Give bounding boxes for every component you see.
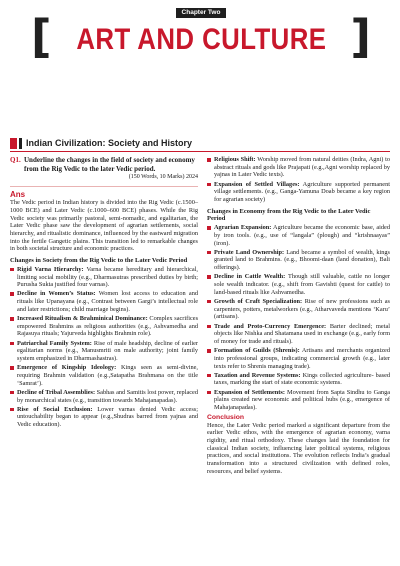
section-divider (10, 151, 390, 152)
list-item-text: Agriculture supported permanent village settlements. (e.g., Ganga-Yamuna Doab became a key region for agrarian society) (214, 180, 390, 204)
list-item-label: Trade and Proto-Currency Emergence: (214, 322, 327, 330)
list-item-text: Kings collected agriculture- based taxes, marking the start of state economic systems. (214, 371, 391, 387)
society-list-continued (207, 156, 390, 204)
list-item (10, 290, 198, 313)
list-item-label: Agrarian Expansion: (214, 224, 272, 232)
list-item-text: Rise of new professions such as carpenters, potters, metalworkers (e.g., Atharvaveda mentions ‘Karu’ (artisans). (214, 297, 391, 321)
list-item (207, 323, 390, 346)
list-item-text: Sabhas and Samitis lost power, replaced by monarchical states (e.g., transition towards Mahajanapadas). (17, 388, 198, 404)
question-block (10, 156, 198, 187)
list-item (207, 273, 390, 296)
list-item-text: Kings seen as semi-divine, requiring Brahmin validation (e.g.,Satapatha Brahmana on the title ‘Samrat’). (17, 364, 198, 387)
list-item-label: Taxation and Revenue Systems: (214, 371, 301, 379)
section-marker-icon (10, 138, 17, 149)
conclusion-text: Hence, the Later Vedic period marked a significant departure from the earlier Vedic ethos, with the emergence of agrarian economy, varna rigidity, and ritual orthodoxy. These changes laid the foundation for classical Indian society, influencing later political systems, religious practices, and social institutions. The evolution reflects India’s gradual transformation into a structured civilization with defined roles, resources, and belief systems. (207, 421, 390, 475)
list-item (10, 315, 198, 338)
section-marker-bar-icon (19, 138, 22, 149)
economy-heading: Changes in Economy from the Rig Vedic to the Later Vedic Period (207, 207, 371, 223)
left-bracket: [ (31, 10, 52, 63)
left-column (10, 156, 198, 430)
list-item-label: Rigid Varna Hierarchy: (17, 265, 84, 273)
list-item-label: Emergence of Kingship Ideology: (17, 364, 117, 372)
list-item (207, 156, 390, 179)
economy-list (207, 224, 390, 412)
list-item (207, 372, 390, 387)
list-item-text: Rise of male headship, decline of earlier egalitarian norms (e.g., Manusmriti on male authority; joint family system emphasized in Dharmashastras). (17, 339, 198, 363)
list-item (10, 389, 198, 404)
list-item (207, 347, 390, 370)
conclusion-heading: Conclusion (207, 413, 245, 421)
answer-heading: Ans (10, 189, 26, 199)
list-item-text: Women lost access to education and rituals like Upanayana (e.g., Contrast between Gargi’s intellectual role and later restrictions; child marriage begins). (17, 290, 198, 313)
chapter-title-text: ART AND CULTURE (75, 23, 327, 56)
section-header (10, 137, 390, 149)
answer-intro: The Vedic period in Indian history is divided into the Rig Vedic (c.1500–1000 BCE) and Later Vedic (c.1000–600 BCE) phases. While the Rig Vedic society was primarily pastoral, semi-nomadic, and egalitarian, the Later Vedic phase saw the development of agrarian settlements, social hierarchy, and ritualistic dominance, influenced by the eastward migration into the fertile Gangetic plains. This transition led to remarkable changes in both societal structure and economic practices. (10, 199, 198, 253)
list-item-label: Patriarchal Family System: (17, 339, 92, 347)
list-item-label: Growth of Craft Specialization: (214, 297, 303, 305)
list-item-text: Barter declined; metal objects like Nishka and Shatamana used in exchange (e.g., early form of money for trade and rituals). (214, 322, 390, 345)
list-item (10, 364, 198, 387)
list-item-label: Expansion of Settlements: (214, 388, 285, 396)
list-item (207, 389, 390, 412)
society-list (10, 266, 198, 429)
list-item (10, 340, 198, 363)
list-item-text: Artisans and merchants organized into professional groups, indicating commercial growth (e.g., later texts refer to Shrenis managing trade). (214, 347, 390, 370)
list-item-text: Varna became hereditary and hierarchical, limiting social mobility (e.g., Dharmasutras prescribed duties by birth; Purusha Sukta justified four varnas). (17, 265, 198, 289)
question-text (24, 156, 198, 182)
list-item (10, 266, 198, 289)
list-item-label: Private Land Ownership: (214, 248, 285, 256)
right-bracket: ] (350, 10, 371, 63)
question-body: Underline the changes in the field of society and economy from the Rig Vedic to the later Vedic period. (24, 156, 195, 173)
list-item (207, 224, 390, 247)
list-item-text: Lower varnas denied Vedic access; untouchability began to appear (e.g.,Shudras barred from yajnas and Vedic education). (17, 405, 198, 429)
list-item-label: Expansion of Settled Villages: (214, 180, 300, 188)
chapter-label: Chapter Two (176, 8, 226, 18)
list-item-text: Movement from Sapta Sindhu to Ganga plains created new economic and political hubs (e.g., emergence of Mahajanapadas). (214, 388, 391, 412)
list-item-label: Religious Shift: (214, 156, 256, 163)
society-heading: Changes in Society from the Rig Vedic to the Later Vedic Period (10, 257, 188, 265)
list-item-text: Land became a symbol of wealth, kings granted land to Brahmins. (e.g., Bhoomi-daan (land donation), Bali offerings). (214, 248, 391, 272)
list-item-label: Increased Ritualism & Brahminical Dominance: (17, 315, 148, 323)
list-item-label: Decline in Cattle Wealth: (214, 273, 286, 281)
list-item-text: Though still valuable, cattle no longer sole wealth indicator. (e.g., shift from Gavishti (quest for cattle) to land-based rituals like Ashvamedha. (214, 273, 390, 296)
right-column (207, 156, 390, 479)
list-item-text: Worship moved from natural deities (Indra, Agni) to abstract rituals and gods like Prajapati (e.g.,Agni worship replaced by yajnas in Later Vedic texts). (214, 156, 391, 179)
list-item (207, 181, 390, 204)
question-meta: (150 Words, 10 Marks) 2024 (128, 174, 198, 180)
list-item-label: Rise of Social Exclusion: (17, 405, 93, 413)
list-item-label: Decline in Women’s Status: (17, 290, 96, 298)
list-item-text: Complex sacrifices empowered Brahmins as religious authorities (e.g., Ashvamedha and Rajasuya rituals; Yajurveda highlights Brahmin role). (17, 315, 199, 338)
question-number: Q1. (10, 156, 21, 164)
list-item (10, 406, 198, 429)
list-item-label: Decline of Tribal Assemblies: (17, 388, 96, 396)
list-item (207, 249, 390, 272)
list-item (207, 298, 390, 321)
list-item-label: Formation of Guilds (Shrenis): (214, 347, 300, 355)
section-title: Indian Civilization: Society and History (26, 138, 193, 148)
list-item-text: Agriculture became the economic base, aided by iron tools. (e.g., use of “langala” (plough) and “krishnaayas” (iron). (214, 224, 390, 247)
